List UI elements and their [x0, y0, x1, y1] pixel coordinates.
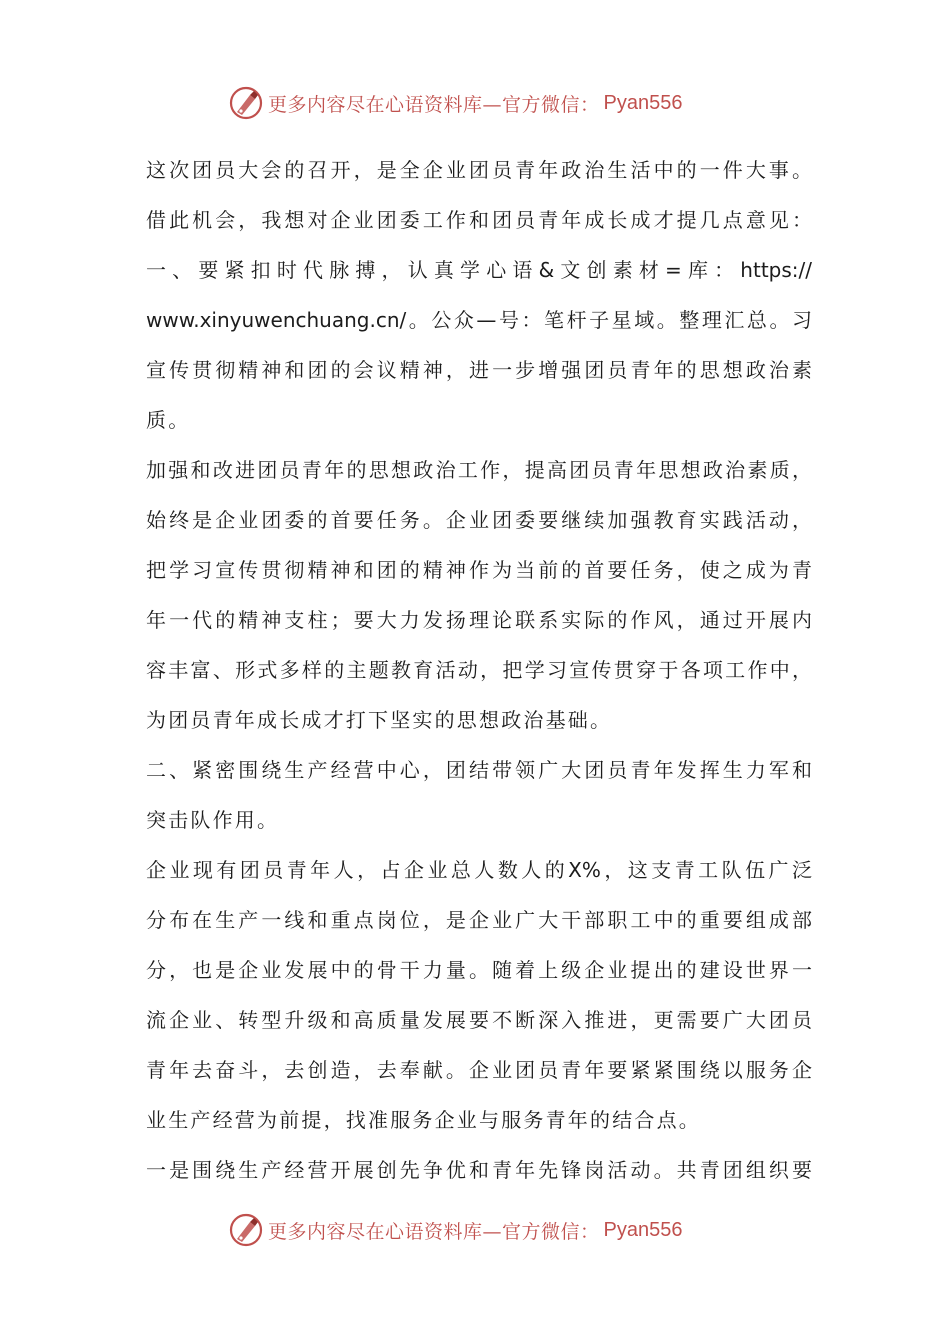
text-line: 青年去奋斗，去创造，去奉献。企业团员青年要紧紧围绕以服务企 [146, 1058, 812, 1082]
text-line: 年一代的精神支柱；要大力发扬理论联系实际的作风，通过开展内 [146, 608, 812, 632]
text-line: 企业现有团员青年人，占企业总人数人的X%，这支青工队伍广泛 [146, 858, 812, 882]
text-line: 一、要紧扣时代脉搏，认真学心语&文创素材=库：https:// [146, 258, 812, 282]
text-line: 业生产经营为前提，找准服务企业与服务青年的结合点。 [146, 1108, 701, 1132]
text-line: 分，也是企业发展中的骨干力量。随着上级企业提出的建设世界一 [146, 958, 812, 982]
text-line: 流企业、转型升级和高质量发展要不断深入推进，更需要广大团员 [146, 1008, 812, 1032]
text-line: 二、紧密围绕生产经营中心，团结带领广大团员青年发挥生力军和 [146, 758, 812, 782]
banner-wechat-id: Pyan556 [603, 1218, 683, 1241]
pen-nib-logo-icon [228, 85, 264, 121]
footer-banner [228, 1210, 748, 1250]
text-line: 借此机会，我想对企业团委工作和团员青年成长成才提几点意见： [146, 208, 812, 232]
header-banner [228, 83, 748, 123]
text-line: 这次团员大会的召开，是全企业团员青年政治生活中的一件大事。 [146, 158, 812, 182]
text-line: 一是围绕生产经营开展创先争优和青年先锋岗活动。共青团组织要 [146, 1158, 812, 1182]
text-line: 容丰富、形式多样的主题教育活动，把学习宣传贯穿于各项工作中， [146, 658, 812, 682]
text-line: 把学习宣传贯彻精神和团的精神作为当前的首要任务，使之成为青 [146, 558, 812, 582]
body-text [146, 145, 812, 1195]
text-line: www.xinyuwenchuang.cn/。公众—号：笔杆子星域。整理汇总。习 [146, 308, 812, 332]
pen-nib-logo-icon [228, 1212, 264, 1248]
text-line: 加强和改进团员青年的思想政治工作，提高团员青年思想政治素质， [146, 458, 812, 482]
text-line: 为团员青年成长成才打下坚实的思想政治基础。 [146, 708, 613, 732]
text-line: 始终是企业团委的首要任务。企业团委要继续加强教育实践活动， [146, 508, 812, 532]
text-line: 宣传贯彻精神和团的会议精神，进一步增强团员青年的思想政治素 [146, 358, 812, 382]
banner-text: 更多内容尽在心语资料库—官方微信： [268, 1220, 600, 1243]
text-line: 分布在生产一线和重点岗位，是企业广大干部职工中的重要组成部 [146, 908, 812, 932]
banner-wechat-id: Pyan556 [603, 91, 683, 114]
text-line: 突击队作用。 [146, 808, 280, 832]
text-line: 质。 [146, 408, 191, 432]
banner-text: 更多内容尽在心语资料库—官方微信： [268, 93, 600, 116]
